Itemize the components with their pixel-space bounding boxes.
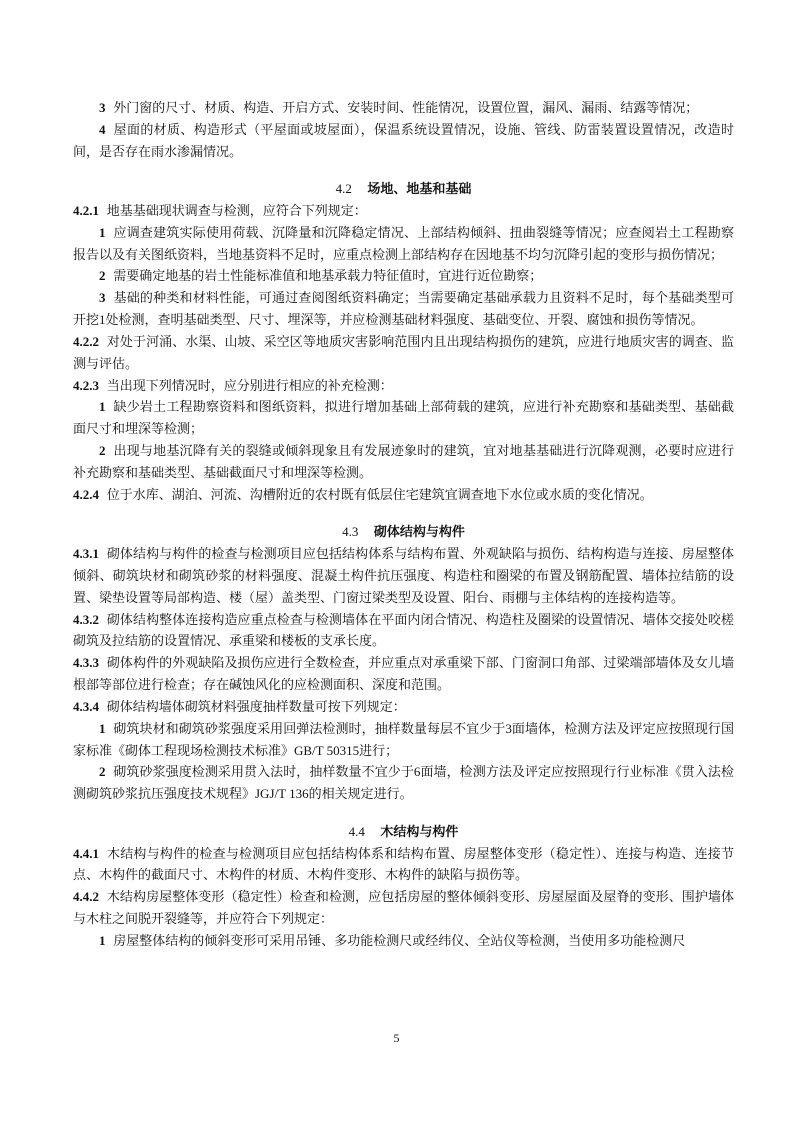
clause-4-2-4: 4.2.4 位于水库、湖泊、河流、沟槽附近的农村既有低层住宅建筑宜调查地下水位或水质的变化情况。	[73, 486, 653, 502]
list-item: 2 出现与地基沉降有关的裂缝或倾斜现象且有发展迹象时的建筑，宜对地基基础进行沉降观测，必要时应进行补充勘察和基础类型、基础截面尺寸和埋深等检测。	[73, 443, 734, 480]
clause-4-2-1: 4.2.1 地基基础现状调查与检测，应符合下列规定：	[73, 202, 367, 218]
list-item: 1 缺少岩土工程勘察资料和图纸资料，拟进行增加基础上部荷载的建筑，应进行补充勘察和基础类型、基础截面尺寸和埋深等检测；	[73, 399, 734, 437]
clause-4-4-1: 4.4.1 木结构与构件的检查与检测项目应包括结构体系和结构布置、房屋整体变形（稳定性）、连接与构造、连接节点、木构件的截面尺寸、木构件的材质、木构件变形、木构件的缺陷与损伤等。	[73, 845, 734, 883]
list-item: 3 外门窗的尺寸、材质、构造、开启方式、安装时间、性能情况，设置位置，漏风、漏雨、结露等情况；	[99, 100, 699, 115]
list-item: 1 砌筑块材和砌筑砂浆强度采用回弹法检测时，抽样数量每层不宜少于3面墙体，检测方法及评定应按照现行国家标准《砌体工程现场检测技术标准》GB/T 50315进行；	[73, 720, 734, 758]
clause-4-3-3: 4.3.3 砌体构件的外观缺陷及损伤应进行全数检查，并应重点对承重梁下部、门窗洞口角部、过梁端部墙体及女儿墙根部等部位进行检查；存在碱蚀风化的应检测面积、深度和范围。	[73, 655, 734, 693]
section-heading-4-3: 4.3 砌体结构与构件	[342, 524, 465, 540]
clause-4-3-4: 4.3.4 砌体结构墙体砌筑材料强度抽样数量可按下列规定：	[73, 698, 406, 714]
clause-4-2-2: 4.2.2 对处于河涌、水渠、山坡、采空区等地质灾害影响范围内且出现结构损伤的建筑，应进行地质灾害的调查、监测与评估。	[73, 333, 734, 371]
clause-4-4-2: 4.4.2 木结构房屋整体变形（稳定性）检查和检测，应包括房屋的整体倾斜变形、房屋屋面及屋脊的变形、围护墙体与木柱之间脱开裂缝等，并应符合下列规定：	[73, 889, 734, 927]
section-heading-4-2: 4.2 场地、地基和基础	[335, 181, 472, 197]
clause-4-2-3: 4.2.3 当出现下列情况时，应分别进行相应的补充检测：	[73, 377, 393, 393]
clause-4-3-1: 4.3.1 砌体结构与构件的检查与检测项目应包括结构体系与结构布置、外观缺陷与损伤、结构构造与连接、房屋整体倾斜、砌筑块材和砌筑砂浆的材料强度、混凝土构件抗压强度、构造柱和圈梁的布置及钢筋配置、墙体拉结筋的设置、梁垫设置等局部构造、楼（屋）盖类型、门窗过梁类型及设置、阳台、雨棚与主体结构的连接构造等。	[73, 546, 734, 605]
clause-4-3-2: 4.3.2 砌体结构整体连接构造应重点检查与检测墙体在平面内闭合情况、构造柱及圈梁的设置情况、墙体交接处咬槎砌筑及拉结筋的设置情况、承重梁和楼板的支承长度。	[73, 611, 734, 649]
section-heading-4-4: 4.4 木结构与构件	[348, 823, 459, 839]
list-item: 2 砌筑砂浆强度检测采用贯入法时，抽样数量不宜少于6面墙，检测方法及评定应按照现行行业标准《贯入法检测砌筑砂浆抗压强度技术规程》JGJ/T 136的相关规定进行。	[73, 764, 734, 802]
page-number: 5	[393, 1031, 400, 1045]
list-item: 4 屋面的材质、构造形式（平屋面或坡屋面），保温系统设置情况，设施、管线、防雷装置设置情况，改造时间，是否存在雨水渗漏情况。	[73, 121, 734, 159]
list-item: 2 需要确定地基的岩土性能标准值和地基承载力特征值时，宜进行近位勘察；	[99, 268, 543, 284]
list-item: 1 应调查建筑实际使用荷载、沉降量和沉降稳定情况、上部结构倾斜、扭曲裂缝等情况；应查阅岩土工程勘察报告以及有关图纸资料，当地基资料不足时，应重点检测上部结构存在因地基不均匀沉降引起的变形与损伤情况；	[73, 224, 734, 262]
list-item: 3 基础的种类和材料性能，可通过查阅图纸资料确定；当需要确定基础承载力且资料不足时，每个基础类型可开挖1处检测，查明基础类型、尺寸、埋深等，并应检测基础材料强度、基础变位、开裂、腐蚀和损伤等情况。	[73, 290, 734, 328]
document-body	[73, 97, 734, 952]
list-item: 1 房屋整体结构的倾斜变形可采用吊锤、多功能检测尺或经纬仪、全站仪等检测，当使用多功能检测尺	[99, 932, 686, 948]
